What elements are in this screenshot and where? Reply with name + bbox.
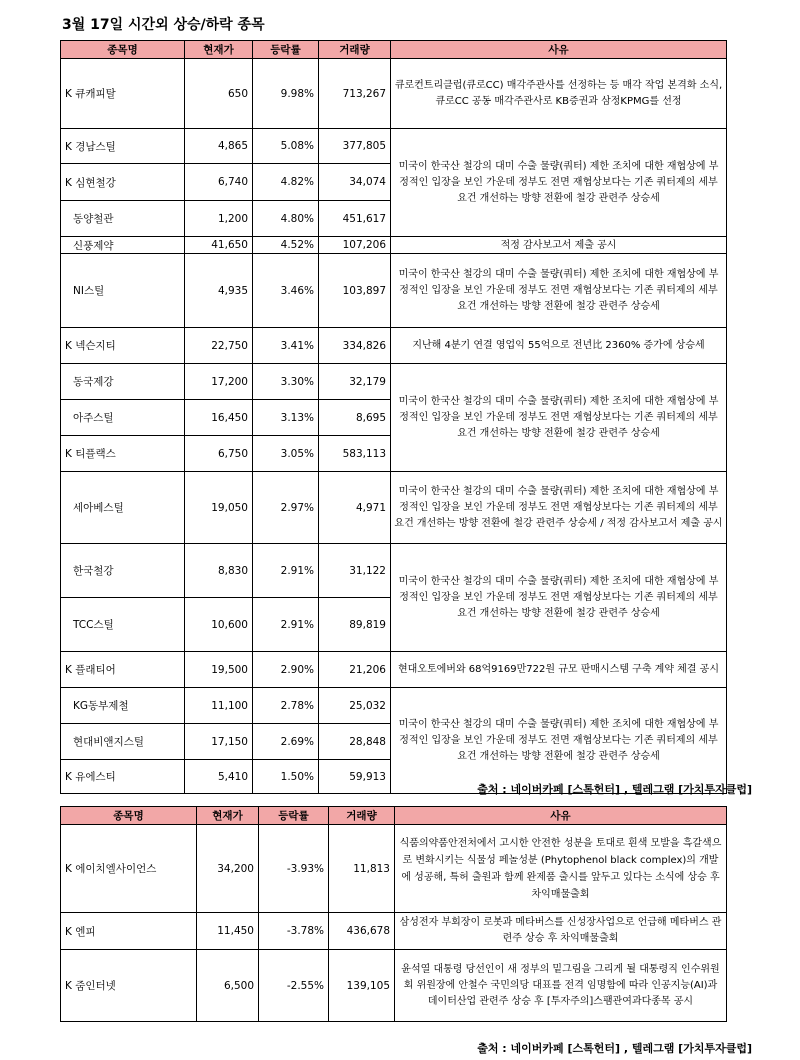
stock-reason: 현대오토에버와 68억9169만722원 규모 판매시스템 구축 계약 체결 공시 [391, 652, 727, 688]
table-row [61, 254, 727, 328]
stock-change: -3.93% [259, 825, 329, 913]
stock-price: 17,200 [185, 364, 253, 400]
stock-change: 2.90% [253, 652, 319, 688]
stock-name: 한국철강 [61, 544, 185, 598]
stock-change: -2.55% [259, 950, 329, 1022]
stock-name: 신풍제약 [61, 237, 185, 254]
table-row [61, 129, 727, 164]
stock-price: 16,450 [185, 400, 253, 436]
stock-reason: 미국이 한국산 철강의 대미 수출 물량(쿼터) 제한 조치에 대한 재협상에 부정적인 입장을 보인 가운데 정부도 전면 재협상보다는 기존 쿼터제의 세부 요건 개선하는 방향 전환에 철강 관련주 상승세 [391, 254, 727, 328]
stock-change: 5.08% [253, 129, 319, 164]
stock-volume: 28,848 [319, 724, 391, 760]
stock-price: 22,750 [185, 328, 253, 364]
header-price: 현재가 [197, 807, 259, 825]
stock-change: 3.13% [253, 400, 319, 436]
header-volume: 거래량 [329, 807, 395, 825]
stock-name: K 엔피 [61, 913, 197, 950]
stock-price: 17,150 [185, 724, 253, 760]
stock-price: 41,650 [185, 237, 253, 254]
header-reason: 사유 [395, 807, 727, 825]
stock-change: 9.98% [253, 59, 319, 129]
table-row [61, 237, 727, 254]
stock-change: 4.80% [253, 201, 319, 237]
header-change: 등락률 [259, 807, 329, 825]
stock-price: 650 [185, 59, 253, 129]
stock-price: 6,500 [197, 950, 259, 1022]
stock-price: 11,100 [185, 688, 253, 724]
table-row [61, 328, 727, 364]
stock-change: 2.78% [253, 688, 319, 724]
stock-volume: 21,206 [319, 652, 391, 688]
table-row [61, 950, 727, 1022]
fall-header-row [61, 807, 727, 825]
table-row [61, 544, 727, 598]
stock-name: K 줌인터넷 [61, 950, 197, 1022]
table-row [61, 913, 727, 950]
stock-change: 4.82% [253, 164, 319, 201]
stock-price: 4,865 [185, 129, 253, 164]
rise-header-row [61, 41, 727, 59]
stock-name: K 유에스티 [61, 760, 185, 794]
stock-reason: 미국이 한국산 철강의 대미 수출 물량(쿼터) 제한 조치에 대한 재협상에 부정적인 입장을 보인 가운데 정부도 전면 재협상보다는 기존 쿼터제의 세부 요건 개선하는 방향 전환에 철강 관련주 상승세 [391, 364, 727, 472]
stock-volume: 139,105 [329, 950, 395, 1022]
stock-price: 4,935 [185, 254, 253, 328]
header-reason: 사유 [391, 41, 727, 59]
table-row [61, 688, 727, 724]
stock-volume: 713,267 [319, 59, 391, 129]
header-name: 종목명 [61, 807, 197, 825]
stock-volume: 451,617 [319, 201, 391, 237]
stock-reason: 미국이 한국산 철강의 대미 수출 물량(쿼터) 제한 조치에 대한 재협상에 부정적인 입장을 보인 가운데 정부도 전면 재협상보다는 기존 쿼터제의 세부 요건 개선하는 방향 전환에 철강 관련주 상승세 / 적정 감사보고서 제출 공시 [391, 472, 727, 544]
stock-volume: 8,695 [319, 400, 391, 436]
table-row [61, 652, 727, 688]
header-name: 종목명 [61, 41, 185, 59]
stock-name: K 경남스틸 [61, 129, 185, 164]
stock-volume: 377,805 [319, 129, 391, 164]
table-row [61, 825, 727, 913]
header-change: 등락률 [253, 41, 319, 59]
stock-volume: 31,122 [319, 544, 391, 598]
stock-change: 4.52% [253, 237, 319, 254]
stock-change: 3.05% [253, 436, 319, 472]
stock-change: 2.91% [253, 598, 319, 652]
stock-name: K 넥슨지티 [61, 328, 185, 364]
stock-change: 3.41% [253, 328, 319, 364]
stock-reason: 큐로컨트리클럽(큐로CC) 매각주관사를 선정하는 등 매각 작업 본격화 소식, 큐로CC 공동 매각주관사로 KB증권과 삼정KPMG를 선정 [391, 59, 727, 129]
stock-name: NI스틸 [61, 254, 185, 328]
source-note-bottom: 출처 : 네이버카페 [스톡헌터] , 텔레그램 [가치투자클럽] [477, 1042, 752, 1055]
stock-change: 2.69% [253, 724, 319, 760]
stock-volume: 32,179 [319, 364, 391, 400]
stock-name: 아주스틸 [61, 400, 185, 436]
stock-name: K 티플랙스 [61, 436, 185, 472]
stock-volume: 436,678 [329, 913, 395, 950]
stock-volume: 334,826 [319, 328, 391, 364]
stock-name: 동국제강 [61, 364, 185, 400]
stock-name: K 큐캐피탈 [61, 59, 185, 129]
stock-reason: 식품의약품안전처에서 고시한 안전한 성분을 토대로 흰색 모발을 흑갈색으로 변화시키는 식물성 페놀성분 (Phytophenol black complex)의 개발에 성공해, 특허 출원과 함께 완제품 출시를 앞두고 있다는 소식에 상승 후 차익매물출회 [395, 825, 727, 913]
stock-volume: 583,113 [319, 436, 391, 472]
source-note-top: 출처 : 네이버카페 [스톡헌터] , 텔레그램 [가치투자클럽] [477, 783, 752, 796]
stock-volume: 11,813 [329, 825, 395, 913]
stock-price: 5,410 [185, 760, 253, 794]
stock-price: 8,830 [185, 544, 253, 598]
stock-volume: 4,971 [319, 472, 391, 544]
stock-volume: 103,897 [319, 254, 391, 328]
stock-change: 2.91% [253, 544, 319, 598]
stock-change: 3.46% [253, 254, 319, 328]
stock-price: 19,050 [185, 472, 253, 544]
stock-reason: 미국이 한국산 철강의 대미 수출 물량(쿼터) 제한 조치에 대한 재협상에 부정적인 입장을 보인 가운데 정부도 전면 재협상보다는 기존 쿼터제의 세부 요건 개선하는 방향 전환에 철강 관련주 상승세 [391, 544, 727, 652]
stock-change: 1.50% [253, 760, 319, 794]
stock-name: K 플래티어 [61, 652, 185, 688]
stock-volume: 34,074 [319, 164, 391, 201]
stock-reason: 삼성전자 부회장이 로봇과 메타버스를 신성장사업으로 언급해 메타버스 관련주 상승 후 차익매물출회 [395, 913, 727, 950]
stock-name: K 에이치엘사이언스 [61, 825, 197, 913]
stock-name: 동양철관 [61, 201, 185, 237]
stock-price: 6,750 [185, 436, 253, 472]
table-row [61, 364, 727, 400]
stock-price: 19,500 [185, 652, 253, 688]
stock-name: K 심현철강 [61, 164, 185, 201]
stock-change: 3.30% [253, 364, 319, 400]
stock-name: TCC스틸 [61, 598, 185, 652]
stock-price: 10,600 [185, 598, 253, 652]
stock-reason: 지난해 4분기 연결 영업익 55억으로 전년比 2360% 증가에 상승세 [391, 328, 727, 364]
stock-price: 6,740 [185, 164, 253, 201]
stock-volume: 59,913 [319, 760, 391, 794]
stock-name: 현대비앤지스틸 [61, 724, 185, 760]
stock-reason: 미국이 한국산 철강의 대미 수출 물량(쿼터) 제한 조치에 대한 재협상에 부정적인 입장을 보인 가운데 정부도 전면 재협상보다는 기존 쿼터제의 세부 요건 개선하는 방향 전환에 철강 관련주 상승세 [391, 688, 727, 794]
stock-reason: 적정 감사보고서 제출 공시 [391, 237, 727, 254]
rise-table [60, 40, 727, 794]
page-title: 3월 17일 시간외 상승/하락 종목 [62, 17, 265, 33]
stock-volume: 107,206 [319, 237, 391, 254]
table-row [61, 59, 727, 129]
stock-reason: 윤석열 대통령 당선인이 새 정부의 밑그림을 그리게 될 대통령직 인수위원회 위원장에 안철수 국민의당 대표를 전격 임명함에 따라 인공지능(AI)과 데이터산업 관련주 상승 후 [투자주의]스팸관여과다종목 공시 [395, 950, 727, 1022]
stock-price: 1,200 [185, 201, 253, 237]
stock-change: -3.78% [259, 913, 329, 950]
stock-name: 세아베스틸 [61, 472, 185, 544]
stock-volume: 89,819 [319, 598, 391, 652]
fall-table [60, 806, 727, 1022]
stock-volume: 25,032 [319, 688, 391, 724]
stock-price: 11,450 [197, 913, 259, 950]
stock-change: 2.97% [253, 472, 319, 544]
header-volume: 거래량 [319, 41, 391, 59]
stock-name: KG동부제철 [61, 688, 185, 724]
stock-price: 34,200 [197, 825, 259, 913]
header-price: 현재가 [185, 41, 253, 59]
stock-reason: 미국이 한국산 철강의 대미 수출 물량(쿼터) 제한 조치에 대한 재협상에 부정적인 입장을 보인 가운데 정부도 전면 재협상보다는 기존 쿼터제의 세부 요건 개선하는 방향 전환에 철강 관련주 상승세 [391, 129, 727, 237]
table-row [61, 472, 727, 544]
